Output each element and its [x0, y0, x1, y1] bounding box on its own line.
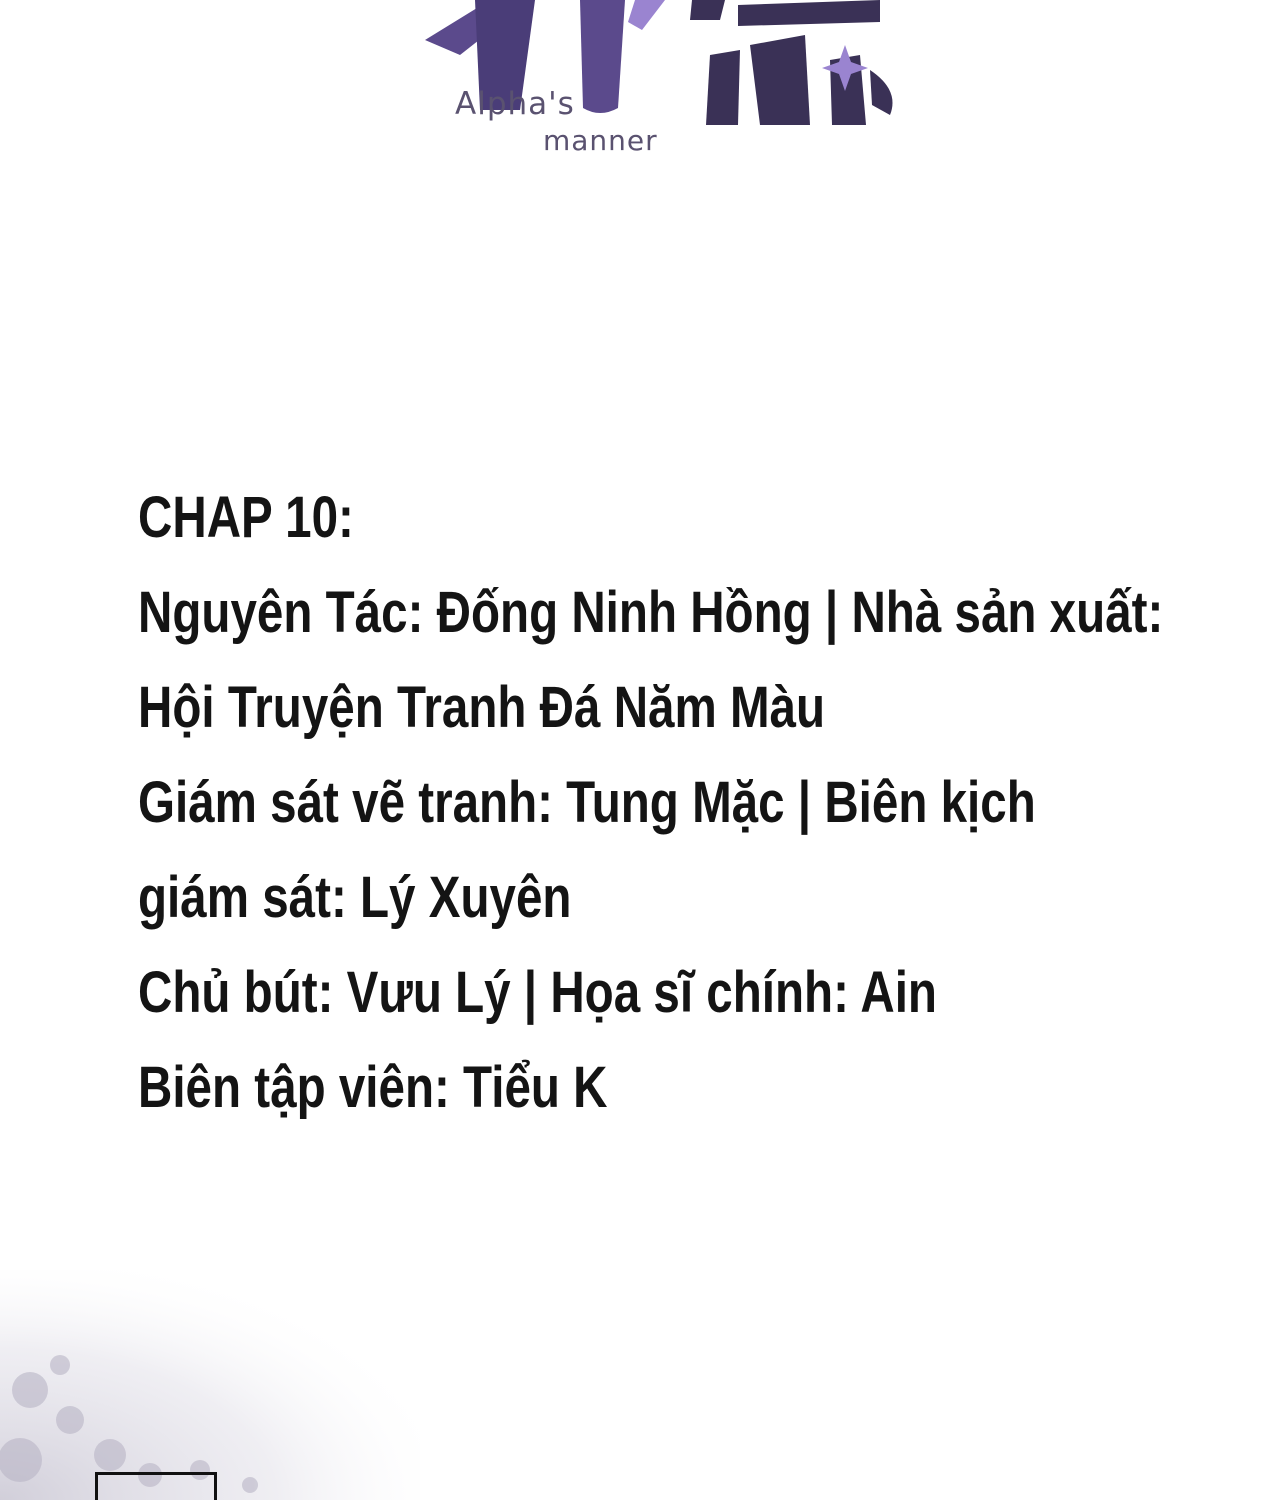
decorative-flower-texture	[0, 1270, 420, 1500]
credits-block	[138, 470, 1164, 1135]
credits-line: Biên tập viên: Tiểu K	[138, 1055, 608, 1120]
logo-subtitle-line1: Alpha's	[455, 86, 575, 122]
credits-line: Nguyên Tác: Đống Ninh Hồng | Nhà sản xuất:	[138, 580, 1164, 645]
credits-line: Chủ bút: Vưu Lý | Họa sĩ chính: Ain	[138, 960, 937, 1025]
credits-line: giám sát: Lý Xuyên	[138, 865, 572, 930]
series-logo	[420, 0, 920, 170]
logo-subtitle-line2: manner	[543, 124, 658, 157]
series-logo-art	[420, 0, 920, 170]
chapter-heading: CHAP 10:	[138, 485, 354, 550]
panel-frame	[95, 1472, 217, 1500]
credits-line: Hội Truyện Tranh Đá Năm Màu	[138, 675, 826, 740]
credits-line: Giám sát vẽ tranh: Tung Mặc | Biên kịch	[138, 770, 1036, 835]
